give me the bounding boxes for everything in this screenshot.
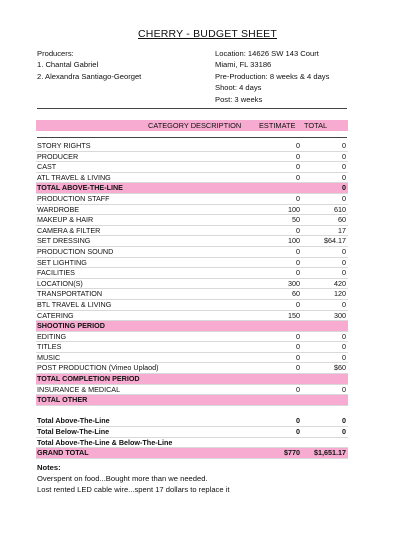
header-estimate: ESTIMATE	[259, 121, 296, 130]
table-row	[36, 300, 348, 311]
row-description: Total Above-The-Line	[37, 416, 110, 426]
row-description: STORY RIGHTS	[37, 141, 91, 150]
table-row	[36, 427, 348, 438]
location-line: Location: 14626 SW 143 Court	[215, 49, 319, 58]
row-estimate: 0	[296, 162, 300, 172]
shoot-line: Shoot: 4 days	[215, 83, 262, 93]
table-row	[36, 215, 348, 226]
table-row	[36, 406, 348, 417]
row-total: 17	[338, 225, 346, 235]
row-total: 0	[342, 416, 346, 426]
notes-title: Notes:	[37, 463, 61, 472]
table-row	[36, 247, 348, 258]
row-estimate: 0	[296, 352, 300, 362]
row-description: ATL TRAVEL & LIVING	[37, 172, 111, 182]
preproduction-line: Pre-Production: 8 weeks & 4 days	[215, 71, 330, 81]
budget-table	[36, 141, 348, 459]
row-total: 0	[342, 183, 346, 193]
production-info-block	[215, 48, 329, 105]
row-estimate: 0	[296, 193, 300, 203]
row-total: 300	[334, 310, 346, 320]
row-description: TOTAL ABOVE-THE-LINE	[37, 183, 123, 193]
notes-block	[37, 462, 229, 496]
row-estimate: 100	[288, 236, 300, 246]
divider-top	[37, 108, 347, 109]
page-title: CHERRY - BUDGET SHEET	[138, 28, 277, 40]
row-total: 0	[342, 342, 346, 352]
table-row	[36, 289, 348, 300]
row-estimate: 0	[296, 225, 300, 235]
row-total: $60	[334, 363, 346, 373]
row-description: TOTAL OTHER	[37, 395, 88, 405]
row-estimate: 100	[288, 204, 300, 214]
row-description: CAST	[37, 162, 57, 172]
producers-block	[37, 48, 141, 82]
post-line: Post: 3 weeks	[215, 94, 263, 104]
table-row	[36, 258, 348, 269]
row-total: $1,651.17	[314, 448, 346, 458]
table-row	[36, 385, 348, 396]
row-total: 0	[342, 384, 346, 394]
table-row	[36, 342, 348, 353]
table-row	[36, 395, 348, 406]
row-description: GRAND TOTAL	[37, 448, 89, 458]
row-estimate: 0	[296, 416, 300, 426]
table-row	[36, 448, 348, 459]
table-header	[36, 120, 348, 131]
row-estimate: 0	[296, 363, 300, 373]
row-estimate: 0	[296, 384, 300, 394]
row-description: SET DRESSING	[37, 236, 91, 246]
row-estimate: 0	[296, 172, 300, 182]
row-total: 0	[342, 141, 346, 150]
row-description: MUSIC	[37, 352, 61, 362]
table-row	[36, 226, 348, 237]
table-row	[36, 173, 348, 184]
table-row	[36, 374, 348, 385]
row-estimate: 0	[296, 151, 300, 161]
row-description: EDITING	[37, 331, 67, 341]
header-total: TOTAL	[304, 121, 328, 130]
row-total: 0	[342, 246, 346, 256]
row-description: SET LIGHTING	[37, 257, 87, 267]
divider-table	[37, 137, 347, 138]
row-description: FACILITIES	[37, 268, 75, 278]
row-total: 120	[334, 289, 346, 299]
city-line: Miami, FL 33186	[215, 60, 272, 70]
row-estimate: 50	[292, 215, 300, 225]
row-description: PRODUCTION STAFF	[37, 193, 110, 203]
row-description: PRODUCTION SOUND	[37, 246, 114, 256]
row-estimate: 0	[296, 331, 300, 341]
row-total: 0	[342, 172, 346, 182]
row-estimate: 0	[296, 268, 300, 278]
row-estimate: 150	[288, 310, 300, 320]
table-row	[36, 183, 348, 194]
row-description: SHOOTING PERIOD	[37, 321, 105, 331]
row-estimate: 0	[296, 427, 300, 437]
row-estimate: $770	[284, 448, 300, 458]
header-category: CATEGORY DESCRIPTION	[148, 121, 242, 130]
row-description: TOTAL COMPLETION PERIOD	[37, 374, 140, 384]
row-description: Total Above-The-Line & Below-The-Line	[37, 437, 173, 447]
table-row	[36, 279, 348, 290]
note-line: Overspent on food...Bought more than we needed.	[37, 474, 208, 484]
row-total: 0	[342, 151, 346, 161]
row-estimate: 60	[292, 289, 300, 299]
table-row	[36, 416, 348, 427]
table-row	[36, 141, 348, 152]
row-total: 0	[342, 162, 346, 172]
table-row	[36, 438, 348, 449]
row-estimate: 0	[296, 257, 300, 267]
row-total: 0	[342, 352, 346, 362]
row-description: CATERING	[37, 310, 74, 320]
row-description: POST PRODUCTION (Vimeo Uplaod)	[37, 363, 159, 373]
row-total: 610	[334, 204, 346, 214]
table-row	[36, 363, 348, 374]
row-description: BTL TRAVEL & LIVING	[37, 299, 112, 309]
row-description: Total Below-The-Line	[37, 427, 110, 437]
table-row	[36, 321, 348, 332]
table-row	[36, 205, 348, 216]
table-row	[36, 194, 348, 205]
row-total: 0	[342, 268, 346, 278]
row-total: 0	[342, 257, 346, 267]
row-description: PRODUCER	[37, 151, 79, 161]
row-total: 420	[334, 278, 346, 288]
row-description: MAKEUP & HAIR	[37, 215, 94, 225]
table-row	[36, 236, 348, 247]
row-total: $64.17	[324, 236, 346, 246]
row-description: TRANSPORTATION	[37, 289, 103, 299]
table-row	[36, 311, 348, 322]
row-estimate: 300	[288, 278, 300, 288]
row-total: 0	[342, 299, 346, 309]
row-estimate: 0	[296, 246, 300, 256]
row-total: 0	[342, 193, 346, 203]
row-description: LOCATION(S)	[37, 278, 83, 288]
row-total: 60	[338, 215, 346, 225]
row-description: TITLES	[37, 342, 62, 352]
row-estimate: 0	[296, 342, 300, 352]
row-total: 0	[342, 427, 346, 437]
row-description: WARDROBE	[37, 204, 80, 214]
producer-1: 1. Chantal Gabriel	[37, 60, 99, 70]
table-row	[36, 152, 348, 163]
table-row	[36, 162, 348, 173]
row-estimate: 0	[296, 141, 300, 150]
table-row	[36, 332, 348, 343]
row-description: CAMERA & FILTER	[37, 225, 101, 235]
row-description: INSURANCE & MEDICAL	[37, 384, 121, 394]
row-total: 0	[342, 331, 346, 341]
table-row	[36, 353, 348, 364]
producer-2: 2. Alexandra Santiago-Georget	[37, 71, 142, 81]
table-row	[36, 268, 348, 279]
producers-label: Producers:	[37, 49, 74, 58]
note-line: Lost rented LED cable wire...spent 17 dollars to replace it	[37, 485, 230, 495]
row-estimate: 0	[296, 299, 300, 309]
